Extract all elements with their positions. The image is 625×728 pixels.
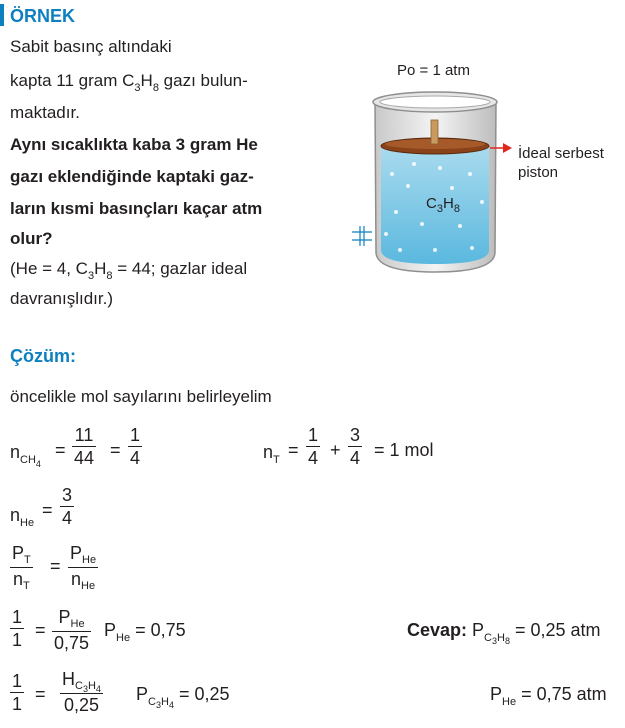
equals-sign: = [55, 440, 66, 460]
question-line-2: gazı eklendiğinde kaptaki gaz- [10, 167, 254, 186]
solution-intro: öncelikle mol sayılarını belirleyelim [10, 387, 272, 406]
piston-label: İdeal serbest piston [518, 145, 604, 181]
fraction-nt-2: $\frac{3}{4}$ [350, 425, 361, 468]
accent-bar [0, 4, 4, 26]
answer-line-2: $P_{He} = 0,75$ atm [490, 684, 607, 708]
fraction-nt-1: $\frac{1}{4}$ [308, 425, 319, 468]
n-total-result: = 1 mol [374, 440, 434, 460]
answer-line-1: Cevap: $P_{C3H8} = 0,25$ atm [407, 620, 601, 646]
question-line-1: Aynı sıcaklıkta kaba 3 gram He [10, 135, 258, 154]
problem-line-1: Sabit basınç altındaki [10, 37, 172, 56]
container-vessel [352, 92, 497, 272]
problem-line-2: kapta 11 gram $C_3H_8$ gazı bulun- [10, 71, 248, 94]
given-data-line-2: davranışlıdır.) [10, 289, 113, 308]
fraction-pt-nt: $\frac{P_T}{n_T}$ [12, 543, 31, 592]
equals-sign: = [42, 500, 53, 520]
solution-heading: Çözüm: [10, 346, 76, 366]
fraction-phe-075: $P_{He}$ 0,75 [54, 607, 90, 653]
fraction-he: $\frac{3}{4}$ [62, 485, 73, 528]
question-line-4: olur? [10, 229, 53, 248]
n-he-label: $n_{He}$ [10, 505, 35, 529]
pressure-label: Po = 1 atm [397, 62, 470, 79]
container-figure [340, 84, 625, 284]
equals-sign: = [110, 440, 121, 460]
fraction-h-025: $\frac{H_{C3H4}}{0,25}$ [62, 669, 101, 715]
p-he-result: $P_{He} = 0,75$ [104, 620, 186, 644]
gas-label: $C_3H_8$ [426, 195, 460, 215]
n-ch4-label: $n_{CH4}$ [10, 442, 41, 469]
fraction-phe-nhe: $P_{He}$ $n_{He}$ [70, 543, 97, 592]
fraction-1-4: $\frac{1}{4}$ [130, 425, 141, 468]
fraction-one-one-b: $\frac{1}{1}$ [12, 671, 23, 714]
fraction-11-44: $\frac{11}{44}$ [74, 425, 95, 468]
fraction-one-one-a: $\frac{1}{1}$ [12, 607, 23, 650]
equals-sign: = [35, 684, 46, 704]
plus-sign: + [330, 440, 341, 460]
question-line-3: ların kısmi basınçları kaçar atm [10, 199, 263, 218]
problem-line-3: maktadır. [10, 103, 80, 122]
equals-sign: = [288, 440, 299, 460]
example-heading: ÖRNEK [10, 6, 76, 26]
equals-sign: = [50, 556, 61, 576]
p-c3h4-result: $P_{C3H4} = 0,25$ [136, 684, 230, 710]
equals-sign: = [35, 620, 46, 640]
given-data-line-1: (He = 4, $C_3H_8 = 44$; gazlar ideal [10, 259, 248, 282]
n-total-label: $n_T$ [263, 442, 280, 466]
